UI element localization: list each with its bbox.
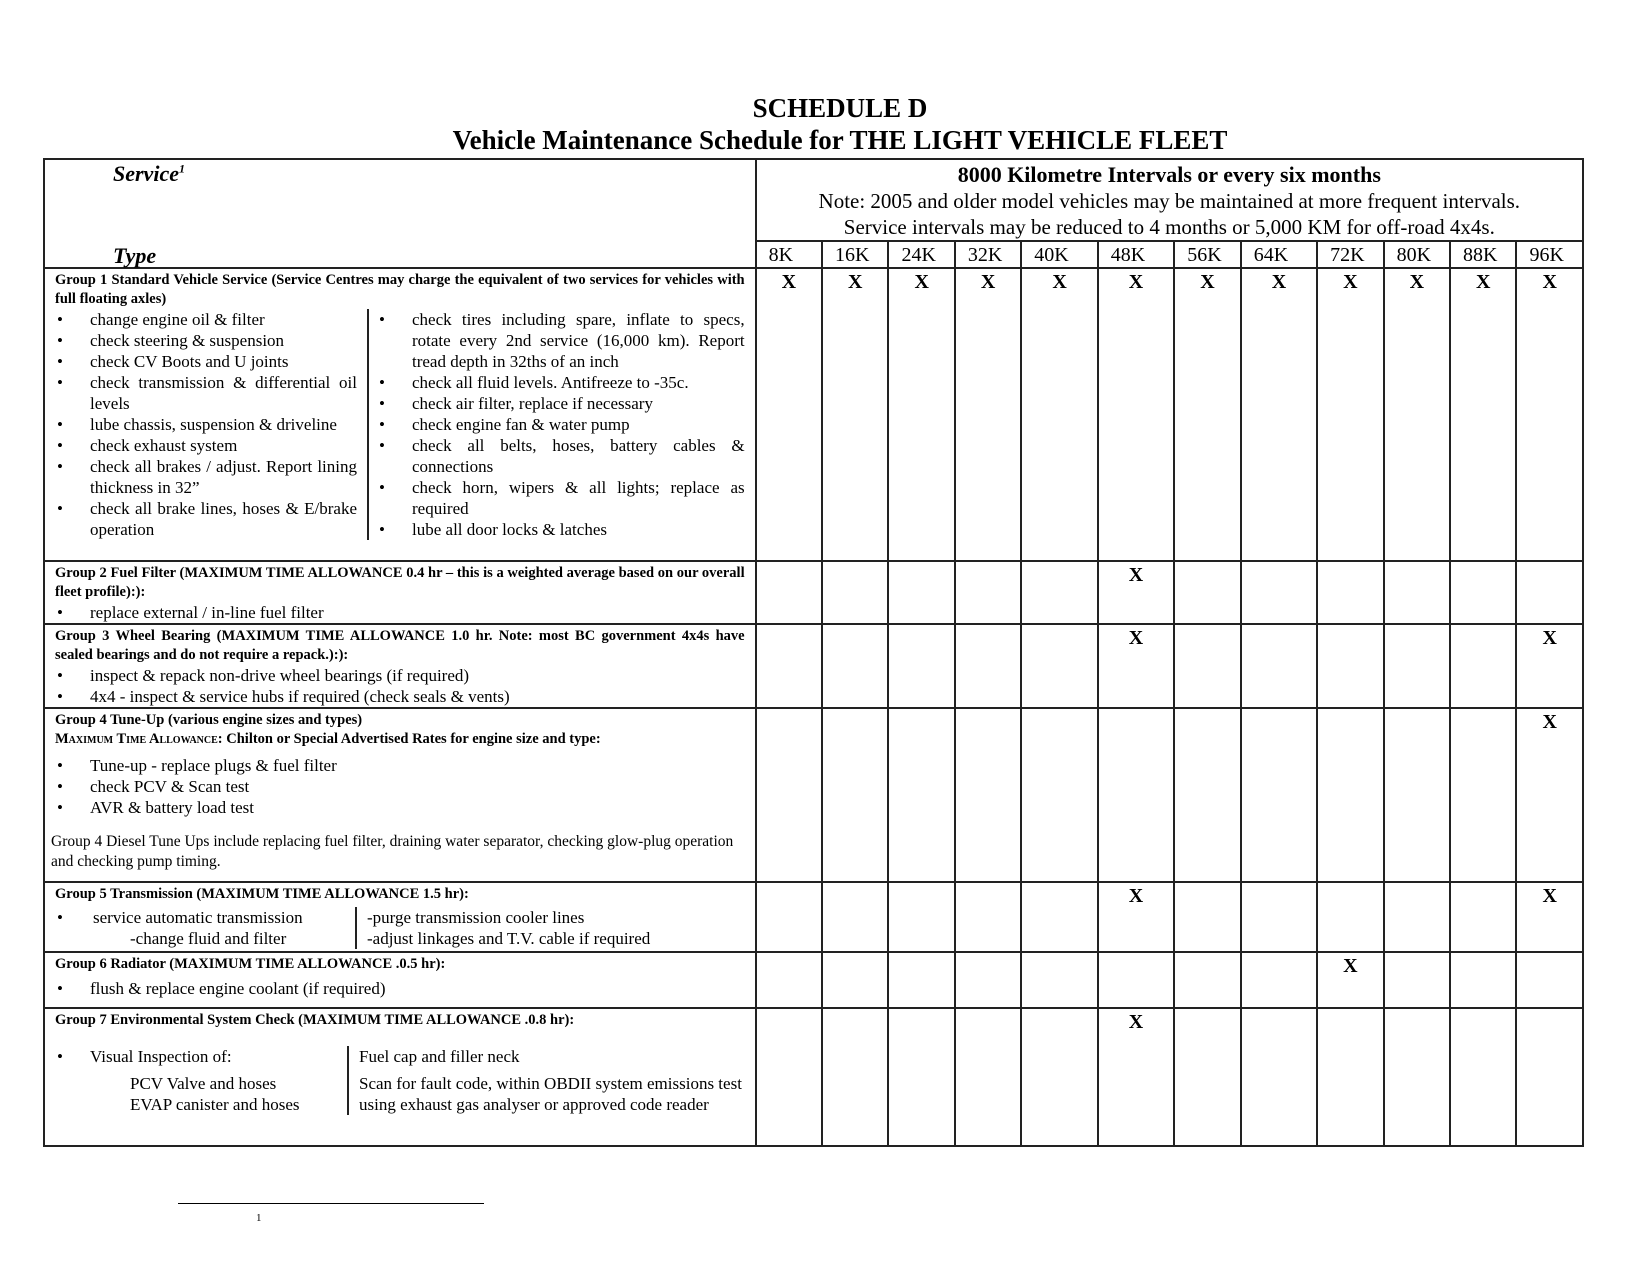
mark-cell-16k [822,882,888,952]
group-1-left-list [55,309,357,540]
mark-cell-48k: X [1098,882,1174,952]
mark-cell-88k [1450,561,1516,624]
mark-cell-40k [1021,1008,1097,1146]
mark-cell-64k: X [1241,268,1317,561]
mark-cell-80k [1384,624,1450,708]
mark-cell-64k [1241,1008,1317,1146]
interval-48k: 48K [1098,241,1174,268]
mark-cell-40k [1021,708,1097,882]
mark-cell-80k [1384,1008,1450,1146]
mark-cell-64k [1241,882,1317,952]
list-item: • check exhaust system [55,435,357,456]
group-7-heading: Group 7 Environmental System Check (MAXIMUM TIME ALLOWANCE .0.8 hr): [55,1012,575,1028]
mark-cell-40k [1021,952,1097,1008]
mark-cell-40k [1021,624,1097,708]
mark-cell-48k: X [1098,268,1174,561]
mark-cell-8k [756,624,822,708]
group-2-list [55,602,745,623]
list-item: • flush & replace engine coolant (if required) [55,978,745,999]
mark-cell-88k [1450,708,1516,882]
mark-cell-48k: X [1098,624,1174,708]
group-4-subheading: Maximum Time Allowance: Chilton or Special Advertised Rates for engine size and type: [55,731,601,747]
mark-cell-72k [1317,624,1383,708]
mark-cell-96k [1516,561,1583,624]
mark-cell-96k [1516,952,1583,1008]
group-6-heading: Group 6 Radiator (MAXIMUM TIME ALLOWANCE .0.5 hr): [55,956,446,972]
group-4-list [55,755,745,818]
mark-cell-32k [955,561,1021,624]
interval-80k: 80K [1384,241,1450,268]
mark-cell-32k [955,708,1021,882]
list-item: • check all brake lines, hoses & E/brake operation [55,498,357,540]
group-7-subitem: PCV Valve and hoses [130,1074,277,1093]
mark-cell-16k [822,708,888,882]
mark-cell-72k [1317,561,1383,624]
interval-16k: 16K [822,241,888,268]
mark-cell-48k: X [1098,1008,1174,1146]
list-item: • AVR & battery load test [55,797,745,818]
mark-cell-24k [888,624,954,708]
group-7-right-line: Scan for fault code, within OBDII system emissions test using exhaust gas analyser or approved code reader [359,1074,742,1114]
mark-cell-40k [1021,882,1097,952]
group-1-heading: Group 1 Standard Vehicle Service (Service Centres may charge the equivalent of two services for vehicles with full floating axles) [55,272,745,307]
list-item: • service automatic transmission [55,907,355,928]
group-3-cell [44,624,756,708]
mark-cell-16k: X [822,268,888,561]
page-title: SCHEDULE D [752,93,928,123]
mark-cell-24k [888,561,954,624]
group-3-heading: Group 3 Wheel Bearing (MAXIMUM TIME ALLOWANCE 1.0 hr. Note: most BC government 4x4s have sealed bearings and do not require a repack.):): [55,628,745,663]
mark-cell-32k [955,952,1021,1008]
mark-cell-96k: X [1516,708,1583,882]
mark-cell-64k [1241,708,1317,882]
interval-note-2: Service intervals may be reduced to 4 months or 5,000 KM for off-road 4x4s. [843,215,1495,239]
footnote-ref: 1 [178,161,185,176]
mark-cell-96k: X [1516,268,1583,561]
mark-cell-72k [1317,882,1383,952]
list-item: • check air filter, replace if necessary [377,393,745,414]
mark-cell-8k [756,708,822,882]
list-item: • change engine oil & filter [55,309,357,330]
interval-56k: 56K [1174,241,1240,268]
footnote-divider [178,1203,484,1204]
mark-cell-24k: X [888,268,954,561]
mark-cell-24k [888,1008,954,1146]
group-1-right-list [377,309,745,540]
group-1-cell [44,268,756,561]
list-item: • check transmission & differential oil levels [55,372,357,414]
group-3-list [55,665,745,707]
type-label: Type [113,243,157,268]
mark-cell-88k [1450,952,1516,1008]
mark-cell-56k [1174,882,1240,952]
mark-cell-8k [756,882,822,952]
group-row [44,708,1583,882]
mark-cell-48k [1098,708,1174,882]
mark-cell-8k [756,952,822,1008]
mark-cell-16k [822,561,888,624]
group-6-list [55,978,745,999]
interval-32k: 32K [955,241,1021,268]
mark-cell-32k [955,1008,1021,1146]
list-item: • check engine fan & water pump [377,414,745,435]
service-type-header [44,159,756,268]
group-2-cell [44,561,756,624]
mark-cell-32k [955,624,1021,708]
interval-88k: 88K [1450,241,1516,268]
mark-cell-48k [1098,952,1174,1008]
mark-cell-40k: X [1021,268,1097,561]
mark-cell-64k [1241,624,1317,708]
list-item: • Visual Inspection of: [55,1046,347,1067]
group-7-list [55,1046,347,1067]
mark-cell-56k: X [1174,268,1240,561]
group-4-heading: Group 4 Tune-Up (various engine sizes and types) [55,712,363,728]
group-row [44,952,1583,1008]
mark-cell-32k [955,882,1021,952]
interval-header [756,159,1583,241]
mark-cell-88k [1450,882,1516,952]
interval-96k: 96K [1516,241,1583,268]
group-6-cell [44,952,756,1008]
group-row [44,624,1583,708]
group-row [44,561,1583,624]
list-item: • check CV Boots and U joints [55,351,357,372]
group-row [44,268,1583,561]
list-item: • check horn, wipers & all lights; replace as required [377,477,745,519]
list-item: • check steering & suspension [55,330,357,351]
mark-cell-16k [822,1008,888,1146]
group-7-subitem: EVAP canister and hoses [130,1095,300,1114]
mark-cell-8k [756,1008,822,1146]
mark-cell-56k [1174,1008,1240,1146]
mark-cell-8k: X [756,268,822,561]
interval-64k: 64K [1241,241,1317,268]
mark-cell-8k [756,561,822,624]
list-item: • lube all door locks & latches [377,519,745,540]
interval-title: 8000 Kilometre Intervals or every six months [957,162,1381,187]
group-5-list [55,907,355,928]
mark-cell-96k: X [1516,882,1583,952]
mark-cell-88k [1450,1008,1516,1146]
mark-cell-32k: X [955,268,1021,561]
group-5-right-line: -purge transmission cooler lines [367,908,585,927]
service-label: Service$^1$ [113,161,185,186]
list-item: • check tires including spare, inflate to specs, rotate every 2nd service (16,000 km). Report tread depth in 32ths of an inch [377,309,745,372]
interval-note-1: Note: 2005 and older model vehicles may be maintained at more frequent intervals. [818,189,1521,213]
mark-cell-88k [1450,624,1516,708]
mark-cell-56k [1174,561,1240,624]
mark-cell-24k [888,708,954,882]
group-2-heading: Group 2 Fuel Filter (MAXIMUM TIME ALLOWANCE 0.4 hr – this is a weighted average based on our overall fleet profile):): [55,565,745,600]
mark-cell-80k [1384,882,1450,952]
group-7-cell [44,1008,756,1146]
page-subtitle: Vehicle Maintenance Schedule for THE LIGHT VEHICLE FLEET [452,125,1228,155]
mark-cell-96k: X [1516,624,1583,708]
mark-cell-56k [1174,624,1240,708]
list-item: • check all belts, hoses, battery cables & connections [377,435,745,477]
list-item: • lube chassis, suspension & driveline [55,414,357,435]
mark-cell-64k [1241,952,1317,1008]
group-5-right-line: -adjust linkages and T.V. cable if required [367,929,651,948]
group-row [44,882,1583,952]
list-item: • check all brakes / adjust. Report lining thickness in 32” [55,456,357,498]
group-5-cell [44,882,756,952]
mark-cell-72k: X [1317,268,1383,561]
list-item: • Tune-up - replace plugs & fuel filter [55,755,745,776]
interval-24k: 24K [888,241,954,268]
mark-cell-80k [1384,561,1450,624]
mark-cell-80k [1384,952,1450,1008]
list-item: • check PCV & Scan test [55,776,745,797]
group-5-subitem: -change fluid and filter [130,929,287,948]
group-7-right-line: Fuel cap and filler neck [359,1047,520,1066]
mark-cell-24k [888,952,954,1008]
mark-cell-16k [822,952,888,1008]
mark-cell-48k: X [1098,561,1174,624]
mark-cell-64k [1241,561,1317,624]
mark-cell-72k [1317,708,1383,882]
mark-cell-96k [1516,1008,1583,1146]
mark-cell-24k [888,882,954,952]
mark-cell-72k: X [1317,952,1383,1008]
group-4-cell [44,708,756,882]
mark-cell-88k: X [1450,268,1516,561]
mark-cell-56k [1174,708,1240,882]
mark-cell-56k [1174,952,1240,1008]
footnote-marker: 1 [256,1212,262,1224]
list-item: • inspect & repack non-drive wheel bearings (if required) [55,665,745,686]
mark-cell-16k [822,624,888,708]
mark-cell-72k [1317,1008,1383,1146]
group-5-heading: Group 5 Transmission (MAXIMUM TIME ALLOWANCE 1.5 hr): [55,886,469,902]
list-item: • 4x4 - inspect & service hubs if required (check seals & vents) [55,686,745,707]
list-item: • replace external / in-line fuel filter [55,602,745,623]
group-row [44,1008,1583,1146]
interval-8k: 8K [756,241,822,268]
mark-cell-80k [1384,708,1450,882]
group-4-diesel-note: Group 4 Diesel Tune Ups include replacing fuel filter, draining water separator, checking glow-plug operation and checking pump timing. [51,833,734,870]
mark-cell-80k: X [1384,268,1450,561]
interval-40k: 40K [1021,241,1097,268]
interval-72k: 72K [1317,241,1383,268]
mark-cell-40k [1021,561,1097,624]
list-item: • check all fluid levels. Antifreeze to -35c. [377,372,745,393]
schedule-table [43,158,1584,1147]
